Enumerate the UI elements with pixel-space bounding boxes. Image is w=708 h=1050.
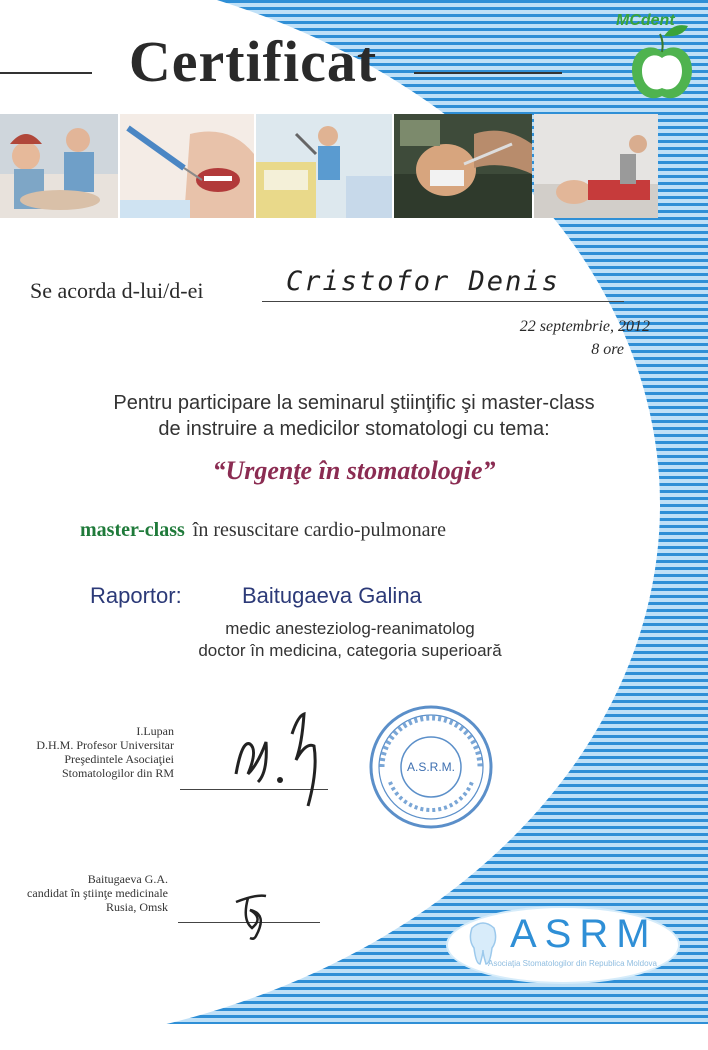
raportor-role-line-1: medic anesteziolog-reanimatolog (225, 619, 475, 638)
seminar-theme: “Urgenţe în stomatologie” (212, 456, 496, 485)
signer-1-line-3: Preşedintele Asociaţiei (64, 752, 174, 766)
asrm-logo-subtitle: Asociaţia Stomatologilor din Republica Moldova (488, 959, 657, 968)
title-rule-left (0, 72, 92, 74)
asrm-stamp (366, 702, 496, 832)
stamp-text: A.S.R.M. (406, 760, 456, 774)
recipient-name: Cristofor Denis (286, 266, 560, 297)
purpose-text (30, 390, 678, 442)
photo-strip (0, 114, 708, 218)
award-label: Se acorda d-lui/d-ei (30, 278, 204, 303)
title-row (0, 28, 708, 108)
apple-icon (612, 8, 702, 108)
signer-1-line-4: Stomatologilor din RM (61, 766, 174, 780)
signer-2-line-3: Rusia, Omsk (105, 900, 168, 914)
signer-1-block (10, 724, 174, 780)
raportor-label: Raportor: (90, 583, 182, 608)
asrm-logo (448, 908, 678, 982)
raportor-name: Baitugaeva Galina (242, 583, 422, 608)
photo-dental-equipment (256, 114, 392, 218)
purpose-line-1: Pentru participare la seminarul ştiinţific şi master-class (113, 392, 595, 414)
mcdent-logo-text: MCdent (616, 12, 675, 29)
certificate-date: 22 septembrie, 2012 (519, 318, 650, 335)
photo-dental-patient (394, 114, 532, 218)
photo-injection (120, 114, 254, 218)
mcdent-logo (612, 8, 702, 108)
asrm-logo-text: ASRM (510, 912, 658, 956)
master-class-label: master-class (80, 519, 185, 541)
raportor-role-line-2: doctor în medicina, categoria superioară (198, 641, 502, 660)
recipient-underline (262, 301, 624, 302)
signer-2-line-2: candidat în ştiinţe medicinale (27, 886, 168, 900)
title-rule-right (414, 72, 562, 74)
signature-1 (222, 704, 334, 808)
photo-cpr-training (0, 114, 118, 218)
raportor-role (160, 618, 540, 662)
certificate-hours: 8 ore (591, 341, 624, 358)
photo-emergency-care (534, 114, 658, 218)
purpose-line-2: de instruire a medicilor stomatologi cu tema: (158, 418, 550, 440)
master-class-description: în resuscitare cardio-pulmonare (192, 519, 447, 541)
signer-2-line-1: Baitugaeva G.A. (87, 872, 168, 886)
signer-1-line-1: I.Lupan (136, 724, 174, 738)
signature-2 (228, 884, 278, 946)
master-class-row (80, 519, 446, 542)
certificate-title: Certificat (128, 29, 378, 94)
signer-1-line-2: D.H.M. Profesor Universitar (36, 738, 174, 752)
signer-2-block (10, 872, 168, 914)
